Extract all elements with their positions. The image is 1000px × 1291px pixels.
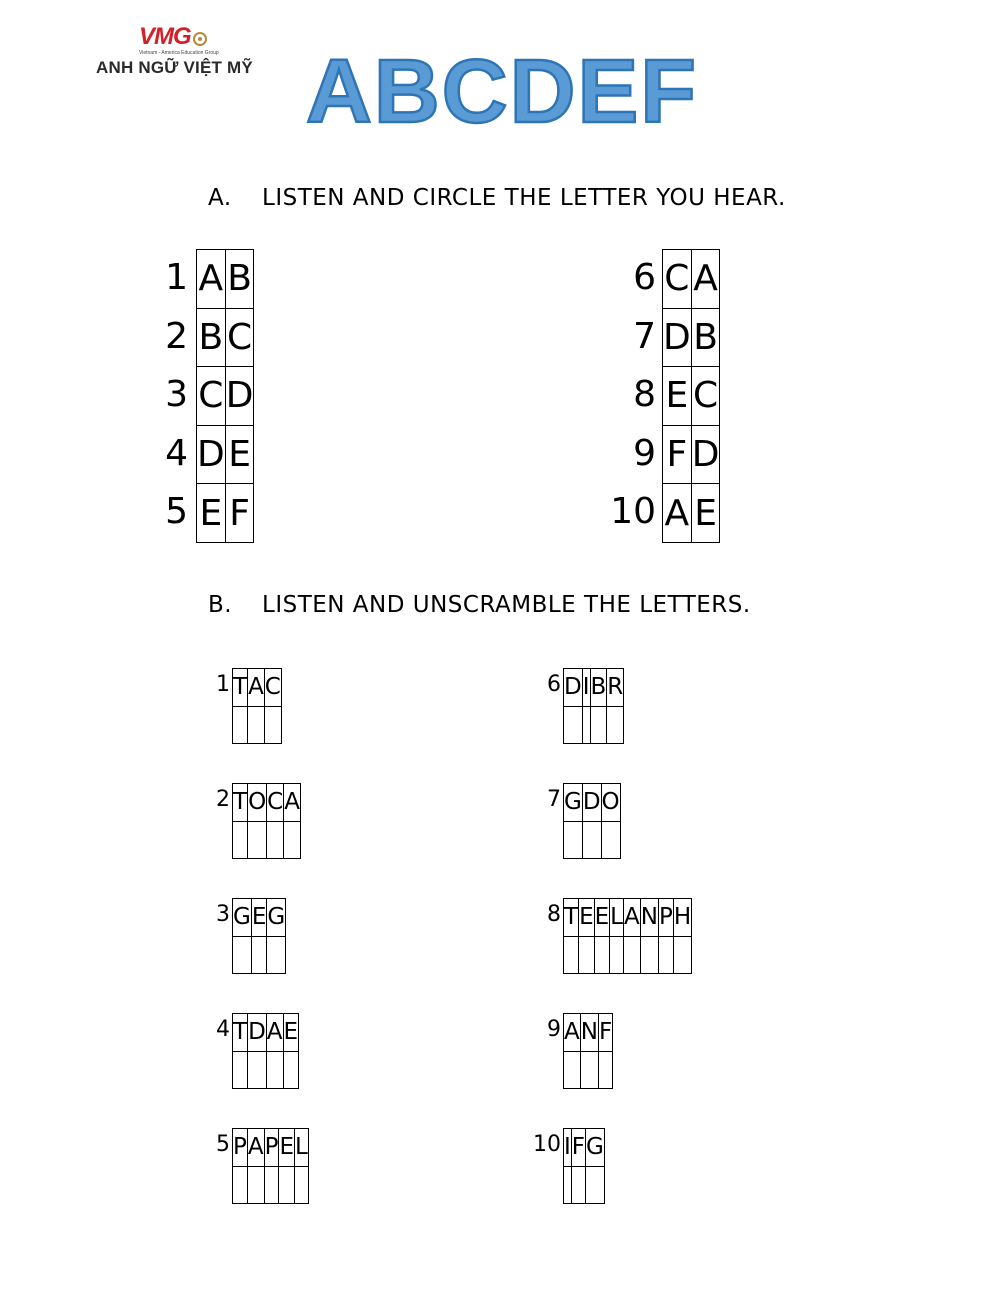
letter-option[interactable]: D xyxy=(663,308,692,367)
answer-row xyxy=(233,706,282,744)
letter-option[interactable]: F xyxy=(225,484,254,543)
logo-mark xyxy=(139,24,207,50)
answer-box[interactable] xyxy=(283,1051,299,1089)
circle-row xyxy=(663,425,720,484)
answer-box[interactable] xyxy=(640,936,658,974)
scrambled-letter: A xyxy=(564,1014,581,1052)
scrambled-row xyxy=(233,899,286,937)
scrambled-letter: F xyxy=(571,1129,585,1167)
scrambled-letter: E xyxy=(594,899,610,937)
answer-box[interactable] xyxy=(590,706,607,744)
letter-option[interactable]: C xyxy=(197,367,226,426)
item-number: 8 xyxy=(633,374,656,416)
scrambled-letter: P xyxy=(658,899,673,937)
scrambled-row xyxy=(564,1014,613,1052)
page-title-text: ABCDEF xyxy=(306,42,698,140)
answer-box[interactable] xyxy=(623,936,640,974)
letter-boxes xyxy=(563,1128,605,1204)
answer-box[interactable] xyxy=(564,936,579,974)
scrambled-letter: C xyxy=(267,784,284,822)
answer-box[interactable] xyxy=(295,1166,309,1204)
scrambled-letter: G xyxy=(586,1129,605,1167)
letter-option[interactable]: C xyxy=(225,308,254,367)
answer-box[interactable] xyxy=(233,821,248,859)
scrambled-letter: F xyxy=(598,1014,612,1052)
scrambled-letter: G xyxy=(564,784,583,822)
scrambled-letter: P xyxy=(264,1129,279,1167)
circle-grid xyxy=(662,249,720,543)
logo-name: ANH NGỮ VIỆT MỸ xyxy=(96,58,253,77)
answer-box[interactable] xyxy=(267,936,286,974)
letter-boxes xyxy=(232,1013,299,1089)
letter-option[interactable]: A xyxy=(691,250,720,309)
answer-box[interactable] xyxy=(284,821,301,859)
answer-box[interactable] xyxy=(598,1051,612,1089)
answer-box[interactable] xyxy=(571,1166,585,1204)
letter-option[interactable]: A xyxy=(197,250,226,309)
scrambled-letter: D xyxy=(564,669,583,707)
scrambled-row xyxy=(233,784,301,822)
answer-row xyxy=(564,936,692,974)
answer-row xyxy=(233,1166,309,1204)
logo-mark-text: VMG xyxy=(139,23,191,50)
answer-box[interactable] xyxy=(233,1166,248,1204)
scrambled-letter: A xyxy=(266,1014,283,1052)
scrambled-row xyxy=(233,1014,299,1052)
scrambled-letter: E xyxy=(279,1129,295,1167)
letter-option[interactable]: F xyxy=(663,425,692,484)
scrambled-letter: T xyxy=(233,669,248,707)
answer-row xyxy=(564,1051,613,1089)
letter-option[interactable]: B xyxy=(225,250,254,309)
scrambled-letter: E xyxy=(579,899,595,937)
section-b-heading xyxy=(208,592,751,618)
answer-box[interactable] xyxy=(233,706,248,744)
item-number: 1 xyxy=(216,672,230,697)
scrambled-letter: G xyxy=(233,899,252,937)
answer-box[interactable] xyxy=(266,1051,283,1089)
letter-boxes xyxy=(563,668,624,744)
item-number: 6 xyxy=(633,257,656,298)
answer-row xyxy=(233,821,301,859)
scrambled-row xyxy=(233,669,282,707)
item-number: 3 xyxy=(216,902,230,927)
scrambled-letter: T xyxy=(233,784,248,822)
answer-row xyxy=(564,706,624,744)
letter-option[interactable]: A xyxy=(663,484,692,543)
answer-box[interactable] xyxy=(582,706,590,744)
answer-box[interactable] xyxy=(564,821,583,859)
circle-row xyxy=(197,250,254,309)
item-number: 4 xyxy=(165,432,188,474)
item-number: 10 xyxy=(610,491,656,533)
section-a-instruction: LISTEN AND CIRCLE THE LETTER YOU HEAR. xyxy=(262,185,786,211)
answer-box[interactable] xyxy=(586,1166,605,1204)
answer-box[interactable] xyxy=(248,821,267,859)
letter-boxes xyxy=(563,783,621,859)
circle-row xyxy=(197,308,254,367)
answer-box[interactable] xyxy=(279,1166,295,1204)
scrambled-letter: D xyxy=(582,784,601,822)
answer-box[interactable] xyxy=(564,1166,572,1204)
section-a-heading xyxy=(208,185,786,211)
item-number: 4 xyxy=(216,1017,230,1042)
circle-row xyxy=(663,250,720,309)
item-number: 5 xyxy=(216,1132,230,1157)
letter-option[interactable]: E xyxy=(663,367,692,426)
circle-row xyxy=(663,484,720,543)
letter-boxes xyxy=(232,783,301,859)
answer-box[interactable] xyxy=(658,936,673,974)
circle-row xyxy=(197,367,254,426)
answer-box[interactable] xyxy=(264,706,281,744)
item-number: 10 xyxy=(533,1132,561,1157)
answer-box[interactable] xyxy=(601,821,620,859)
item-number: 7 xyxy=(547,787,561,812)
scrambled-letter: A xyxy=(623,899,640,937)
answer-box[interactable] xyxy=(580,1051,598,1089)
answer-box[interactable] xyxy=(594,936,610,974)
item-number: 3 xyxy=(165,374,188,416)
circle-row xyxy=(197,425,254,484)
scrambled-letter: O xyxy=(248,784,267,822)
scrambled-letter: L xyxy=(610,899,624,937)
answer-box[interactable] xyxy=(251,936,267,974)
scrambled-letter: B xyxy=(590,669,607,707)
letter-option[interactable]: E xyxy=(691,484,720,543)
letter-option[interactable]: D xyxy=(197,425,226,484)
circle-row xyxy=(663,367,720,426)
scrambled-letter: E xyxy=(283,1014,299,1052)
answer-box[interactable] xyxy=(248,1051,267,1089)
scrambled-row xyxy=(564,669,624,707)
vmg-logo xyxy=(96,24,271,84)
scrambled-letter: T xyxy=(564,899,579,937)
letter-option[interactable]: E xyxy=(225,425,254,484)
item-number: 5 xyxy=(165,491,188,533)
scrambled-letter: I xyxy=(582,669,590,707)
letter-boxes xyxy=(232,898,286,974)
circle-row xyxy=(663,308,720,367)
scrambled-row xyxy=(564,899,692,937)
item-number: 6 xyxy=(547,672,561,697)
scrambled-letter: N xyxy=(580,1014,598,1052)
item-number: 8 xyxy=(547,902,561,927)
answer-box[interactable] xyxy=(673,936,691,974)
circle-grid xyxy=(196,249,254,543)
scrambled-letter: N xyxy=(640,899,658,937)
scrambled-letter: R xyxy=(607,669,624,707)
letter-option[interactable]: D xyxy=(691,425,720,484)
scrambled-letter: A xyxy=(247,1129,264,1167)
scrambled-letter: O xyxy=(601,784,620,822)
answer-box[interactable] xyxy=(582,821,601,859)
answer-box[interactable] xyxy=(248,706,265,744)
section-b-instruction: LISTEN AND UNSCRAMBLE THE LETTERS. xyxy=(262,592,751,618)
section-b-letter: B. xyxy=(208,592,233,618)
item-number: 2 xyxy=(216,787,230,812)
answer-box[interactable] xyxy=(607,706,624,744)
answer-row xyxy=(564,821,621,859)
answer-row xyxy=(564,1166,605,1204)
letter-boxes xyxy=(232,1128,309,1204)
item-number: 1 xyxy=(165,257,188,298)
scrambled-letter: H xyxy=(673,899,691,937)
letter-option[interactable]: B xyxy=(197,308,226,367)
letter-boxes xyxy=(232,668,282,744)
letter-option[interactable]: C xyxy=(691,367,720,426)
item-number: 9 xyxy=(633,432,656,474)
letter-option[interactable]: B xyxy=(691,308,720,367)
scrambled-row xyxy=(233,1129,309,1167)
item-number: 7 xyxy=(633,315,656,357)
answer-box[interactable] xyxy=(579,936,595,974)
scrambled-letter: D xyxy=(248,1014,267,1052)
section-a-letter: A. xyxy=(208,185,232,211)
scrambled-letter: L xyxy=(295,1129,309,1167)
item-number: 2 xyxy=(165,315,188,357)
scrambled-letter: A xyxy=(248,669,265,707)
scrambled-row xyxy=(564,784,621,822)
answer-box[interactable] xyxy=(233,936,252,974)
answer-box[interactable] xyxy=(267,821,284,859)
item-number: 9 xyxy=(547,1017,561,1042)
answer-box[interactable] xyxy=(264,1166,279,1204)
circle-row xyxy=(197,484,254,543)
letter-boxes xyxy=(563,898,692,974)
scrambled-letter: C xyxy=(264,669,281,707)
page-title-graphic xyxy=(300,40,705,140)
scrambled-letter: I xyxy=(564,1129,572,1167)
page-title xyxy=(300,40,705,140)
answer-box[interactable] xyxy=(564,706,583,744)
answer-box[interactable] xyxy=(247,1166,264,1204)
scrambled-letter: E xyxy=(251,899,267,937)
answer-box[interactable] xyxy=(233,1051,248,1089)
answer-box[interactable] xyxy=(610,936,624,974)
letter-option[interactable]: D xyxy=(225,367,254,426)
letter-boxes xyxy=(563,1013,613,1089)
scrambled-letter: G xyxy=(267,899,286,937)
scrambled-letter: A xyxy=(284,784,301,822)
answer-box[interactable] xyxy=(564,1051,581,1089)
scrambled-letter: T xyxy=(233,1014,248,1052)
logo-seal-icon xyxy=(193,32,207,46)
answer-row xyxy=(233,1051,299,1089)
logo-tagline: Vietnam - America Education Group xyxy=(139,50,219,56)
letter-option[interactable]: C xyxy=(663,250,692,309)
scrambled-letter: P xyxy=(233,1129,248,1167)
scrambled-row xyxy=(564,1129,605,1167)
answer-row xyxy=(233,936,286,974)
letter-option[interactable]: E xyxy=(197,484,226,543)
